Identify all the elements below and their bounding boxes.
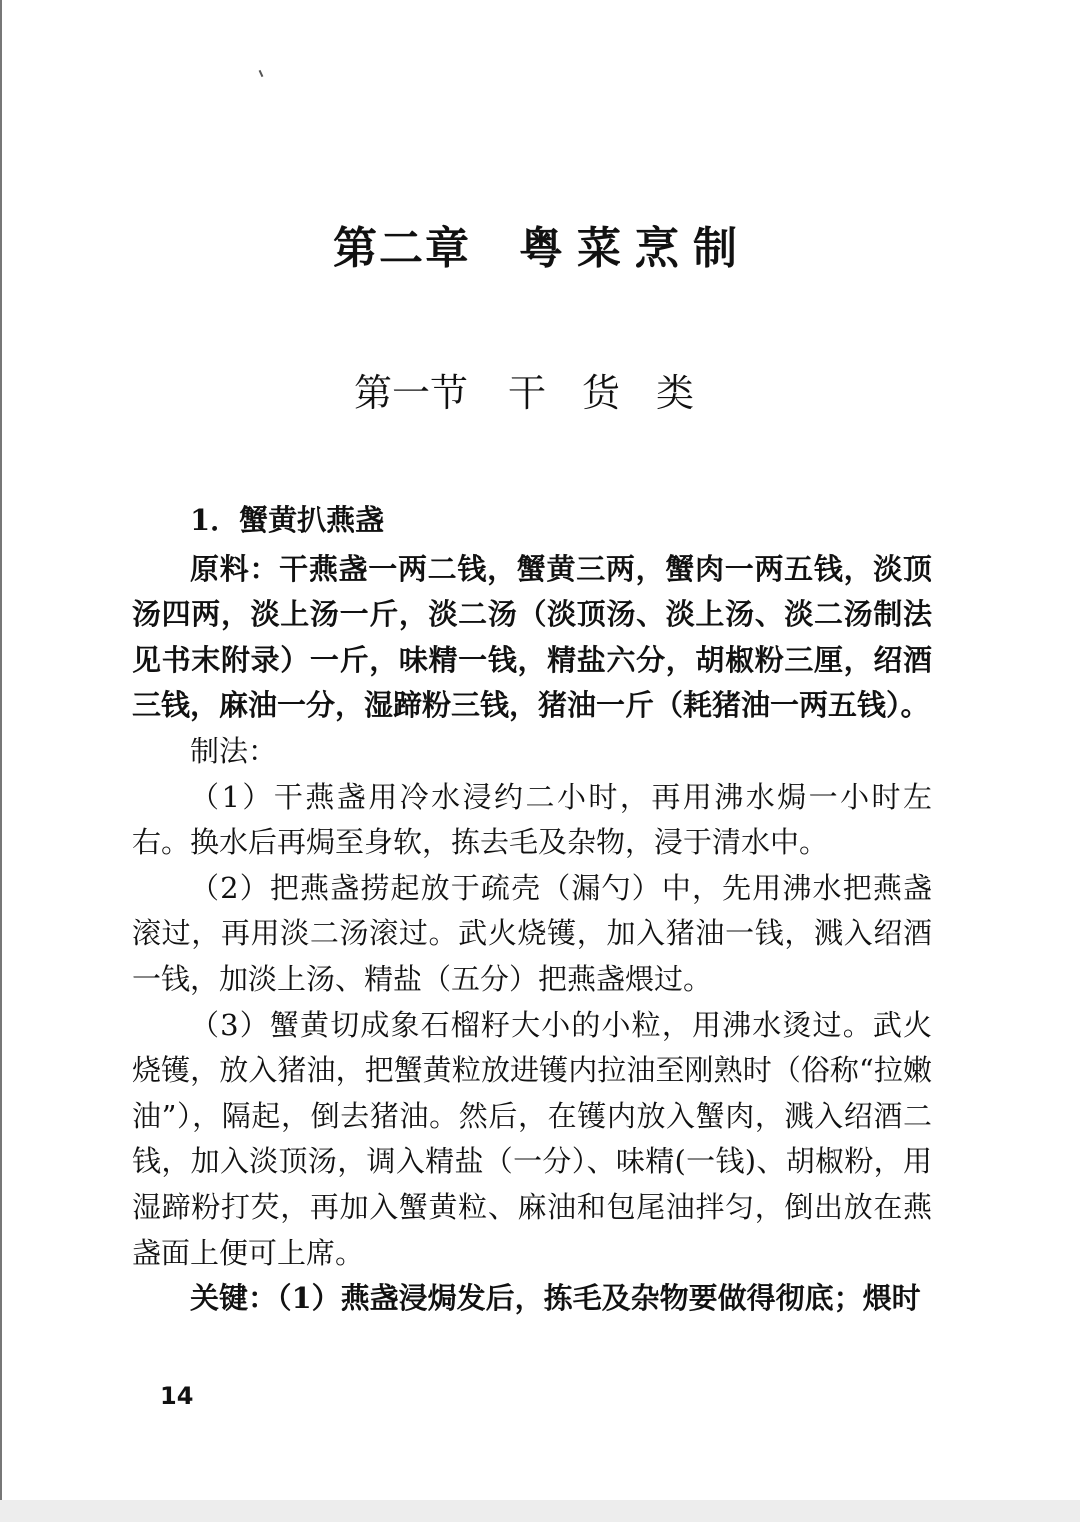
chapter-title: [2, 212, 1080, 276]
recipe-ingredients: 原料：干燕盏一两二钱，蟹黄三两，蟹肉一两五钱，淡顶汤四两，淡上汤一斤，淡二汤（淡顶汤、淡上汤、淡二汤制法见书末附录）一斤，味精一钱，精盐六分，胡椒粉三厘，绍酒三钱，麻油一分，湿蹄粉三钱，猪油一斤（耗猪油一两五钱）。: [132, 551, 932, 723]
section-number: 第一节: [353, 371, 468, 415]
method-label: 制法：: [190, 733, 278, 768]
page-number: 14: [160, 1382, 194, 1410]
viewer-bottom-margin: [0, 1500, 1080, 1522]
method-step: （3）蟹黄切成象石榴籽大小的小粒，用沸水烫过。武火烧镬，放入猪油，把蟹黄粒放进镬内拉油至刚熟时（俗称“拉嫩油”），隔起，倒去猪油。然后，在镬内放入蟹肉，溅入绍酒二钱，加入淡顶汤，调入精盐（一分）、味精(一钱)、胡椒粉，用湿蹄粉打芡，再加入蟹黄粒、麻油和包尾油拌匀，倒出放在燕盏面上便可上席。: [132, 1007, 932, 1270]
section-title: [2, 362, 1080, 417]
method-step: （2）把燕盏捞起放于疏壳（漏勺）中，先用沸水把燕盏滚过，再用淡二汤滚过。武火烧镬，加入猪油一钱，溅入绍酒一钱，加淡上汤、精盐（五分）把燕盏煨过。: [132, 870, 932, 996]
method-step: （1）干燕盏用冷水浸约二小时，再用沸水焗一小时左右。换水后再焗至身软，拣去毛及杂物，浸于清水中。: [132, 779, 932, 860]
key-points: 关键：（1）燕盏浸焗发后，拣毛及杂物要做得彻底；煨时: [190, 1281, 921, 1316]
recipe-body: [132, 498, 932, 1322]
chapter-number: 第二章: [333, 223, 471, 274]
recipe-heading: 1．蟹黄扒燕盏: [190, 503, 385, 537]
section-name: 干货类: [508, 371, 731, 415]
chapter-name: 粤菜烹制: [519, 223, 751, 274]
scan-speck: [259, 70, 264, 77]
